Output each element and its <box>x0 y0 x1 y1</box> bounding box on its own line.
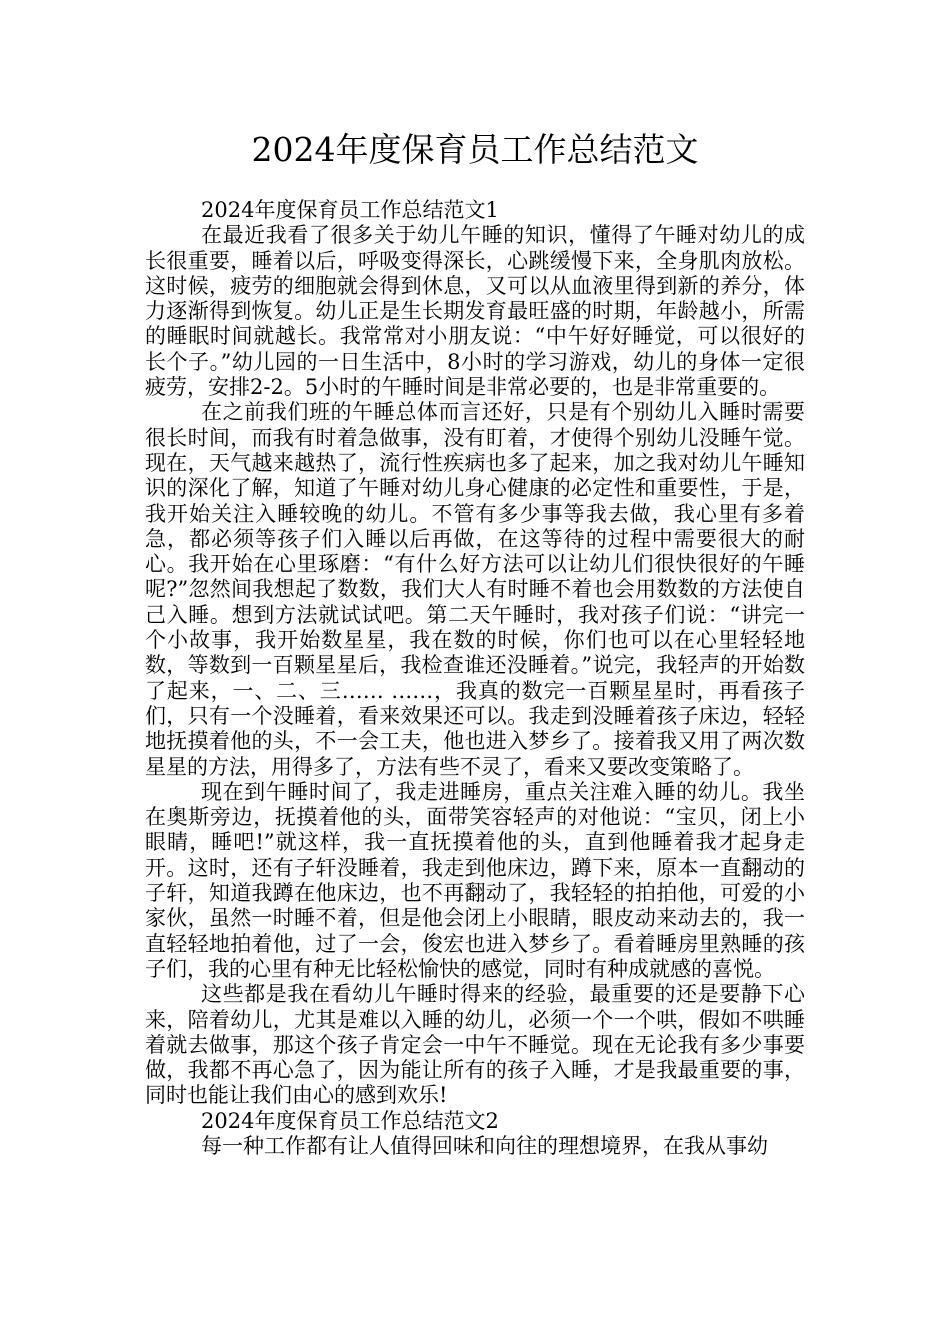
paragraph: 每一种工作都有让人值得回味和向往的理想境界，在我从事幼 <box>201 1133 768 1158</box>
document-body <box>145 198 805 1159</box>
paragraph: 在最近我看了很多关于幼儿午睡的知识，懂得了午睡对幼儿的成长很重要，睡着以后，呼吸变得深长，心跳缓慢下来，全身肌肉放松。这时候，疲劳的细胞就会得到休息，又可以从血液里得到新的养分，体力逐渐得到恢复。幼儿正是生长期发育最旺盛的时期，年龄越小，所需的睡眠时间就越长。我常常对小朋友说：“中午好好睡觉，可以很好的长个子。”幼儿园的一日生活中，8小时的学习游戏，幼儿的身体一定很疲劳，安排2-2。5小时的午睡时间是非常必要的，也是非常重要的。 <box>145 223 805 400</box>
section-heading: 2024年度保育员工作总结范文1 <box>201 198 499 222</box>
document-title: 2024年度保育员工作总结范文 <box>251 130 699 169</box>
section-heading: 2024年度保育员工作总结范文2 <box>201 1108 499 1133</box>
paragraph: 在之前我们班的午睡总体而言还好，只是有个别幼儿入睡时需要很长时间，而我有时着急做事，没有盯着，才使得个别幼儿没睡午觉。现在，天气越来越热了，流行性疾病也多了起来，加之我对幼儿午睡知识的深化了解，知道了午睡对幼儿身心健康的必定性和重要性，于是，我开始关注入睡较晚的幼儿。不管有多少事等我去做，我心里有多着急，都必须等孩子们入睡以后再做，在这等待的过程中需要很大的耐心。我开始在心里琢磨：“有什么好方法可以让幼儿们很快很好的午睡呢?”忽然间我想起了数数，我们大人有时睡不着也会用数数的方法使自己入睡。想到方法就试试吧。第二天午睡时，我对孩子们说：“讲完一个小故事，我开始数星星，我在数的时候，你们也可以在心里轻轻地数，等数到一百颗星星后，我检查谁还没睡着。”说完，我轻声的开始数了起来，一、二、三…… ……，我真的数完一百颗星星时，再看孩子们，只有一个没睡着，看来效果还可以。我走到没睡着孩子床边，轻轻地抚摸着他的头，不一会工夫，他也进入梦乡了。接着我又用了两次数星星的方法，用得多了，方法有些不灵了，看来又要改变策略了。 <box>145 400 805 779</box>
paragraph: 现在到午睡时间了，我走进睡房，重点关注难入睡的幼儿。我坐在奥斯旁边，抚摸着他的头，面带笑容轻声的对他说：“宝贝，闭上小眼睛，睡吧!”就这样，我一直抚摸着他的头，直到他睡着我才起身走开。这时，还有子轩没睡着，我走到他床边，蹲下来，原本一直翻动的子轩，知道我蹲在他床边，也不再翻动了，我轻轻的拍拍他，可爱的小家伙，虽然一时睡不着，但是他会闭上小眼睛，眼皮动来动去的，我一直轻轻地拍着他，过了一会，俊宏也进入梦乡了。看着睡房里熟睡的孩子们，我的心里有种无比轻松愉快的感觉，同时有种成就感的喜悦。 <box>145 779 805 981</box>
paragraph: 这些都是我在看幼儿午睡时得来的经验，最重要的还是要静下心来，陪着幼儿，尤其是难以入睡的幼儿，必须一个一个哄，假如不哄睡着就去做事，那这个孩子肯定会一中午不睡觉。现在无论我有多少事要做，我都不再心急了，因为能让所有的孩子入睡，才是我最重要的事，同时也能让我们由心的感到欢乐! <box>145 982 805 1108</box>
